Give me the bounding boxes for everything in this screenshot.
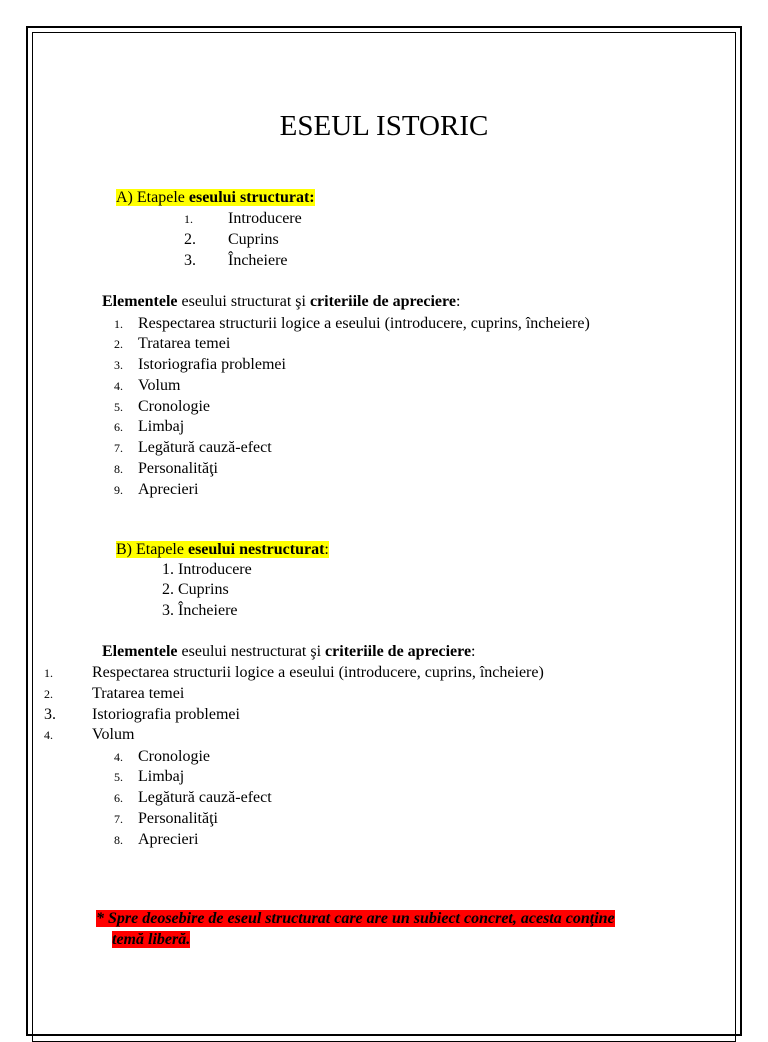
section-a-label: A) Etapele eseului structurat: — [116, 189, 315, 206]
list-item: 7. Personalităţi — [114, 810, 218, 827]
list-item: 8. Personalităţi — [114, 460, 218, 477]
list-item: 4. Volum — [44, 726, 135, 743]
list-item: 3. Încheiere — [162, 602, 238, 619]
list-item: 5. Limbaj — [114, 768, 185, 785]
elements-b-heading: Elementele eseului nestructurat şi criteriile de apreciere: — [102, 643, 476, 660]
list-item: 1. Introducere — [162, 561, 252, 578]
list-item: 6. Limbaj — [114, 418, 185, 435]
section-a-heading — [116, 188, 315, 208]
list-item: 2. Cuprins — [162, 581, 229, 598]
footnote — [96, 908, 615, 950]
page-border-inner — [32, 32, 736, 1042]
list-item: 6. Legătură cauză-efect — [114, 789, 272, 806]
list-item: 2. Tratarea temei — [44, 685, 185, 702]
list-item: 4. Cronologie — [114, 748, 210, 765]
section-b-heading — [116, 540, 329, 560]
list-item: 7. Legătură cauză-efect — [114, 439, 272, 456]
list-item: 3. Istoriografia problemei — [114, 356, 286, 373]
list-item: 2. Tratarea temei — [114, 335, 231, 352]
list-item: 1. Respectarea structurii logice a eseului (introducere, cuprins, încheiere) — [114, 315, 590, 332]
list-item: 1. Respectarea structurii logice a eseului (introducere, cuprins, încheiere) — [44, 664, 544, 681]
list-item: 4. Volum — [114, 377, 181, 394]
list-item: 5. Cronologie — [114, 398, 210, 415]
list-item: 3. Încheiere — [184, 252, 288, 269]
elements-a-heading: Elementele eseului structurat şi criteriile de apreciere: — [102, 293, 461, 310]
footnote-line-1: * Spre deosebire de eseul structurat care are un subiect concret, acesta conţine — [96, 910, 615, 927]
list-item: 9. Aprecieri — [114, 481, 199, 498]
footnote-line-2: temă liberă. — [112, 931, 191, 948]
list-item: 8. Aprecieri — [114, 831, 199, 848]
page-title: ESEUL ISTORIC — [279, 110, 489, 142]
list-item: 1. Introducere — [184, 210, 302, 227]
list-item: 2. Cuprins — [184, 231, 279, 248]
section-b-label: B) Etapele eseului nestructurat: — [116, 541, 329, 558]
list-item: 3. Istoriografia problemei — [44, 706, 240, 723]
